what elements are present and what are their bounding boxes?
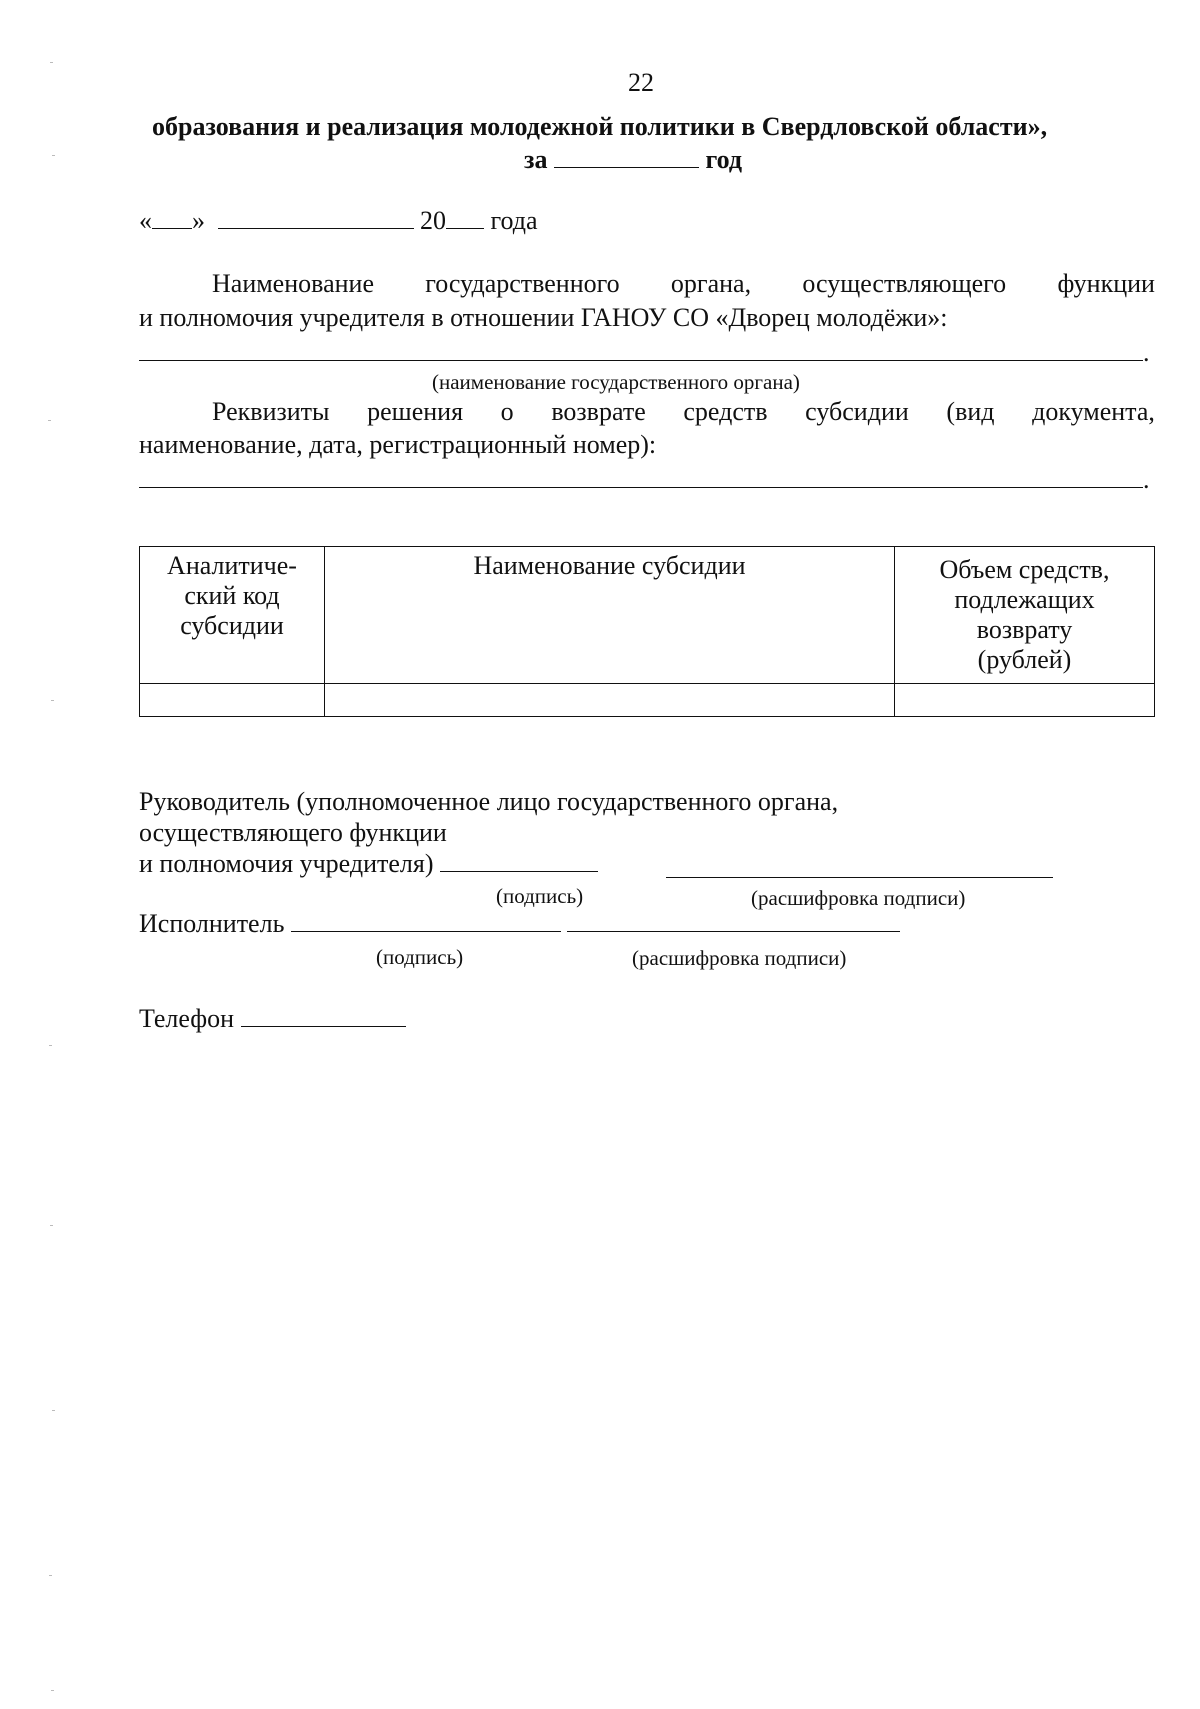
scan-artifact — [51, 700, 54, 701]
phone-blank[interactable] — [241, 1004, 406, 1027]
executor-signature-blank[interactable] — [291, 909, 561, 932]
scan-artifact — [48, 420, 51, 421]
year-blank[interactable] — [554, 145, 699, 168]
table-row — [140, 684, 1155, 717]
report-year-line — [524, 145, 742, 175]
executor-decoding-blank[interactable] — [567, 909, 900, 932]
column-header-analytic-code — [140, 547, 325, 684]
word: (вид — [946, 397, 995, 426]
month-blank[interactable] — [218, 206, 414, 229]
organ-name-caption: (наименование государственного органа) — [432, 370, 800, 394]
form-title-line: образования и реализация молодежной политики в Свердловской области», — [152, 112, 1048, 141]
word: возврате — [551, 397, 646, 426]
executor-signature-caption: (подпись) — [376, 945, 464, 969]
table-cell-analytic-code[interactable] — [140, 684, 325, 717]
header-text-line: Наименование субсидии — [473, 551, 746, 580]
column-header-subsidy-name — [325, 547, 895, 684]
header-text-line: Аналитиче- — [167, 551, 297, 580]
table-cell-return-amount[interactable] — [895, 684, 1155, 717]
head-title-line3-text: и полномочия учредителя) — [139, 849, 434, 878]
word: осуществляющего — [802, 269, 1007, 298]
details-paragraph-line1 — [212, 397, 1155, 427]
word: Реквизиты — [212, 397, 330, 426]
word: функции — [1057, 269, 1155, 298]
organ-name-fill-line[interactable] — [139, 360, 1143, 361]
header-text-line: Объем средств, — [939, 555, 1110, 584]
header-text-line: субсидии — [180, 611, 284, 640]
head-title-line2: осуществляющего функции — [139, 818, 447, 847]
table-cell-subsidy-name[interactable] — [325, 684, 895, 717]
executor-label: Исполнитель — [139, 909, 285, 938]
details-paragraph-line2: наименование, дата, регистрационный номер): — [139, 430, 657, 459]
scan-artifact — [52, 1410, 55, 1411]
word: решения — [367, 397, 464, 426]
scan-artifact — [50, 62, 53, 63]
organ-paragraph-line2: и полномочия учредителя в отношении ГАНОУ СО «Дворец молодёжи»: — [139, 303, 948, 332]
word: о — [500, 397, 514, 426]
details-fill-line[interactable] — [139, 487, 1143, 488]
scan-artifact — [50, 1225, 53, 1226]
details-line-period: . — [1143, 465, 1150, 494]
close-quote: » — [192, 206, 205, 235]
year-prefix: за — [524, 145, 548, 174]
head-signature-blank[interactable] — [440, 849, 598, 872]
head-decoding-caption: (расшифровка подписи) — [751, 886, 966, 910]
year-suffix: год — [705, 145, 743, 174]
day-blank[interactable] — [152, 206, 192, 229]
date-line — [139, 206, 538, 236]
phone-line — [139, 1004, 406, 1034]
date-year-blank[interactable] — [446, 206, 484, 229]
open-quote: « — [139, 206, 152, 235]
date-year-suffix: года — [490, 206, 538, 235]
page-number: 22 — [628, 68, 654, 97]
word: государственного — [425, 269, 620, 298]
phone-label: Телефон — [139, 1004, 235, 1033]
word: документа, — [1032, 397, 1155, 426]
header-text-line: ский код — [184, 581, 280, 610]
scan-artifact — [49, 1045, 52, 1046]
executor-decoding-caption: (расшифровка подписи) — [632, 946, 847, 970]
head-title-line1: Руководитель (уполномоченное лицо государственного органа, — [139, 787, 839, 816]
header-text-line: возврату — [976, 615, 1073, 644]
header-text-line: (рублей) — [977, 645, 1072, 674]
executor-line — [139, 909, 900, 939]
scan-artifact — [49, 1575, 52, 1576]
head-title-line3 — [139, 849, 598, 879]
subsidy-return-table — [139, 546, 1155, 717]
head-decoding-line[interactable] — [666, 877, 1053, 878]
date-year-prefix: 20 — [420, 206, 446, 235]
word: средств — [683, 397, 768, 426]
header-text-line: подлежащих — [954, 585, 1095, 614]
word: органа, — [670, 269, 752, 298]
organ-name-line-period: . — [1143, 338, 1150, 367]
column-header-return-amount — [895, 547, 1155, 684]
organ-paragraph-line1 — [212, 269, 1155, 299]
scan-artifact — [51, 1690, 54, 1691]
word: субсидии — [805, 397, 909, 426]
word: Наименование — [212, 269, 374, 298]
scan-artifact — [52, 155, 55, 156]
head-signature-caption: (подпись) — [496, 884, 584, 908]
table-header-row — [140, 547, 1155, 684]
